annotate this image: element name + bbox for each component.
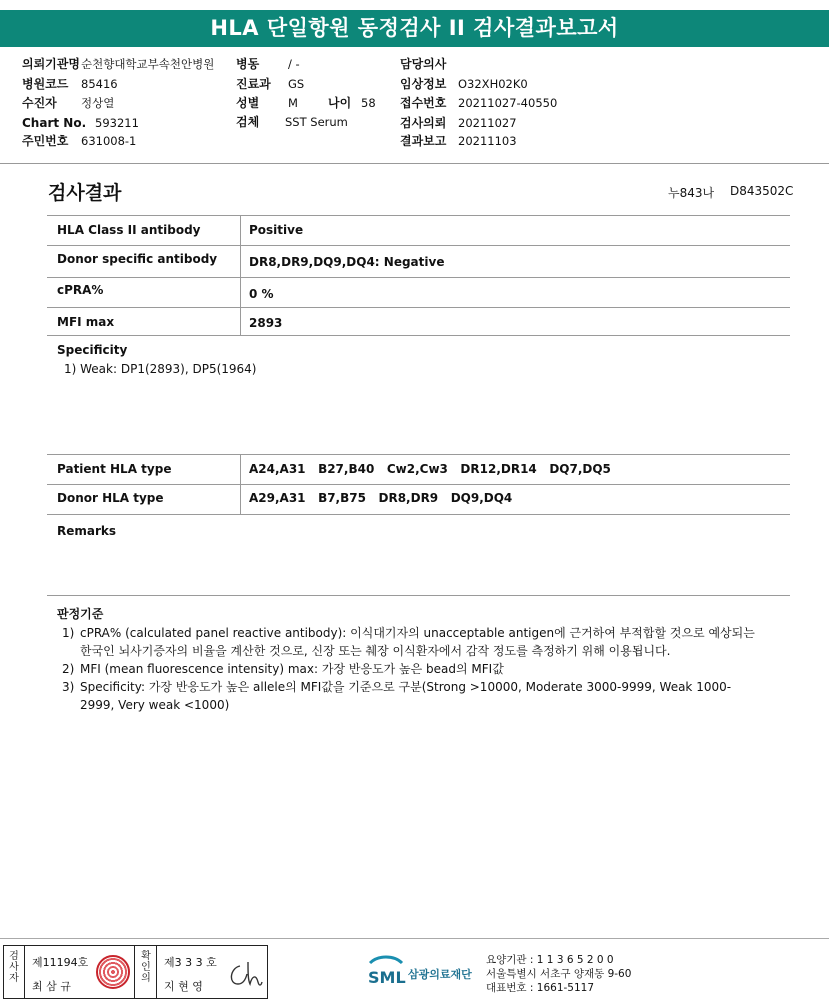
signature-box — [3, 945, 268, 999]
report-footer — [0, 938, 829, 1004]
table-row — [47, 246, 790, 278]
org-name: 삼광의료재단 — [408, 968, 472, 981]
criteria-title: 판정기준 — [57, 607, 104, 621]
item-text: cPRA% (calculated panel reactive antibody): 이식대기자의 unacceptable antigen에 근거하여 부적합할 것으로 예상되는 한국인 뇌사기증자의 비율을 계산한 것으로, 신장 또는 췌장 이식환자에서 감작 정도를 측정하기 위해 이용됩니다. — [80, 626, 755, 658]
specimen-value: SST Serum — [285, 115, 348, 129]
list-item — [62, 678, 762, 714]
criteria-list — [62, 624, 762, 714]
signature-icon — [226, 958, 264, 992]
item-number: 3) — [62, 680, 75, 694]
remarks-label: Remarks — [57, 524, 117, 538]
tester-license: 제11194호 — [32, 956, 89, 969]
criteria-top-border — [47, 595, 790, 596]
item-number: 2) — [62, 662, 75, 676]
table-row — [47, 308, 790, 336]
tester-label: 검사자 — [9, 951, 19, 984]
row-value: 0 % — [249, 287, 274, 301]
row-value: DR8,DR9,DQ9,DQ4: Negative — [249, 255, 445, 269]
org-phone: 대표번호 : 1661-5117 — [486, 982, 595, 994]
sex-label: 성별 — [236, 96, 260, 110]
table-row — [47, 455, 790, 485]
row-value: Positive — [249, 223, 304, 237]
reference-code-a: 누843나 — [668, 186, 715, 200]
org-code: 요양기관 : 1 1 3 6 5 2 0 0 — [486, 954, 614, 966]
row-value: A29,A31 B7,B75 DR8,DR9 DQ9,DQ4 — [249, 491, 513, 505]
org-address: 서울특별시 서초구 양재동 9-60 — [486, 968, 632, 980]
department-value: GS — [288, 77, 305, 91]
ward-value: / - — [288, 57, 300, 71]
confirm-name: 지 현 영 — [164, 980, 203, 993]
clinical-info-label: 임상정보 — [400, 77, 447, 91]
sex-value: M — [288, 96, 298, 110]
report-date-label: 결과보고 — [400, 134, 447, 148]
report-title: HLA 단일항원 동정검사 II 검사결과보고서 — [0, 10, 829, 47]
item-number: 1) — [62, 626, 75, 640]
department-label: 진료과 — [236, 77, 271, 91]
institution-label: 의뢰기관명 — [22, 57, 80, 71]
list-item — [62, 660, 762, 678]
doctor-label: 담당의사 — [400, 57, 447, 71]
receipt-no-label: 접수번호 — [400, 96, 447, 110]
logo-lettering: SML — [368, 968, 406, 987]
chart-no-label: Chart No. — [22, 116, 87, 130]
row-label: Donor HLA type — [57, 491, 164, 505]
receipt-no-value: 20211027-40550 — [458, 96, 558, 110]
hospital-code-label: 병원코드 — [22, 77, 69, 91]
row-label: cPRA% — [57, 283, 104, 297]
recipient-value: 정상열 — [81, 96, 115, 110]
institution-value: 순천향대학교부속천안병원 — [81, 57, 215, 71]
request-date-value: 20211027 — [458, 116, 517, 130]
list-item — [62, 624, 762, 660]
patient-info-panel — [0, 52, 829, 164]
hospital-code-value: 85416 — [81, 77, 118, 91]
id-value: 631008-1 — [81, 134, 137, 148]
ward-label: 병동 — [236, 57, 260, 71]
results-section-title: 검사결과 — [48, 182, 122, 204]
tester-name: 최 삼 규 — [32, 980, 71, 993]
age-value: 58 — [361, 96, 376, 110]
confirm-license: 제3 3 3 호 — [164, 956, 217, 969]
specimen-label: 검체 — [236, 115, 260, 129]
chart-no-value: 593211 — [95, 116, 139, 130]
row-value: A24,A31 B27,B40 Cw2,Cw3 DR12,DR14 DQ7,DQ5 — [249, 462, 611, 476]
hla-table — [47, 455, 790, 515]
report-date-value: 20211103 — [458, 134, 517, 148]
row-label: Patient HLA type — [57, 462, 172, 476]
confirm-label: 확인의 — [141, 951, 151, 984]
reference-code-b: D843502C — [730, 184, 794, 198]
recipient-label: 수진자 — [22, 96, 57, 110]
clinical-info-value: O32XH02K0 — [458, 77, 528, 91]
table-row — [47, 485, 790, 515]
row-label: Donor specific antibody — [57, 252, 218, 266]
age-label: 나이 — [328, 96, 352, 110]
specificity-value: 1) Weak: DP1(2893), DP5(1964) — [64, 362, 257, 376]
row-label: HLA Class II antibody — [57, 223, 201, 237]
table-row — [47, 278, 790, 308]
row-value: 2893 — [249, 316, 283, 330]
table-row — [47, 216, 790, 246]
request-date-label: 검사의뢰 — [400, 116, 447, 130]
id-label: 주민번호 — [22, 134, 69, 148]
sml-logo-icon — [366, 953, 406, 991]
item-text: Specificity: 가장 반응도가 높은 allele의 MFI값을 기준으로 구분(Strong >10000, Moderate 3000-9999, Weak 1000-2999, Very weak <1000) — [80, 680, 732, 712]
item-text: MFI (mean fluorescence intensity) max: 가장 반응도가 높은 bead의 MFI값 — [80, 662, 504, 676]
org-info — [486, 953, 631, 995]
row-label: MFI max — [57, 315, 115, 329]
tester-seal-icon — [96, 955, 130, 989]
results-table — [47, 216, 790, 336]
specificity-label: Specificity — [57, 343, 128, 357]
